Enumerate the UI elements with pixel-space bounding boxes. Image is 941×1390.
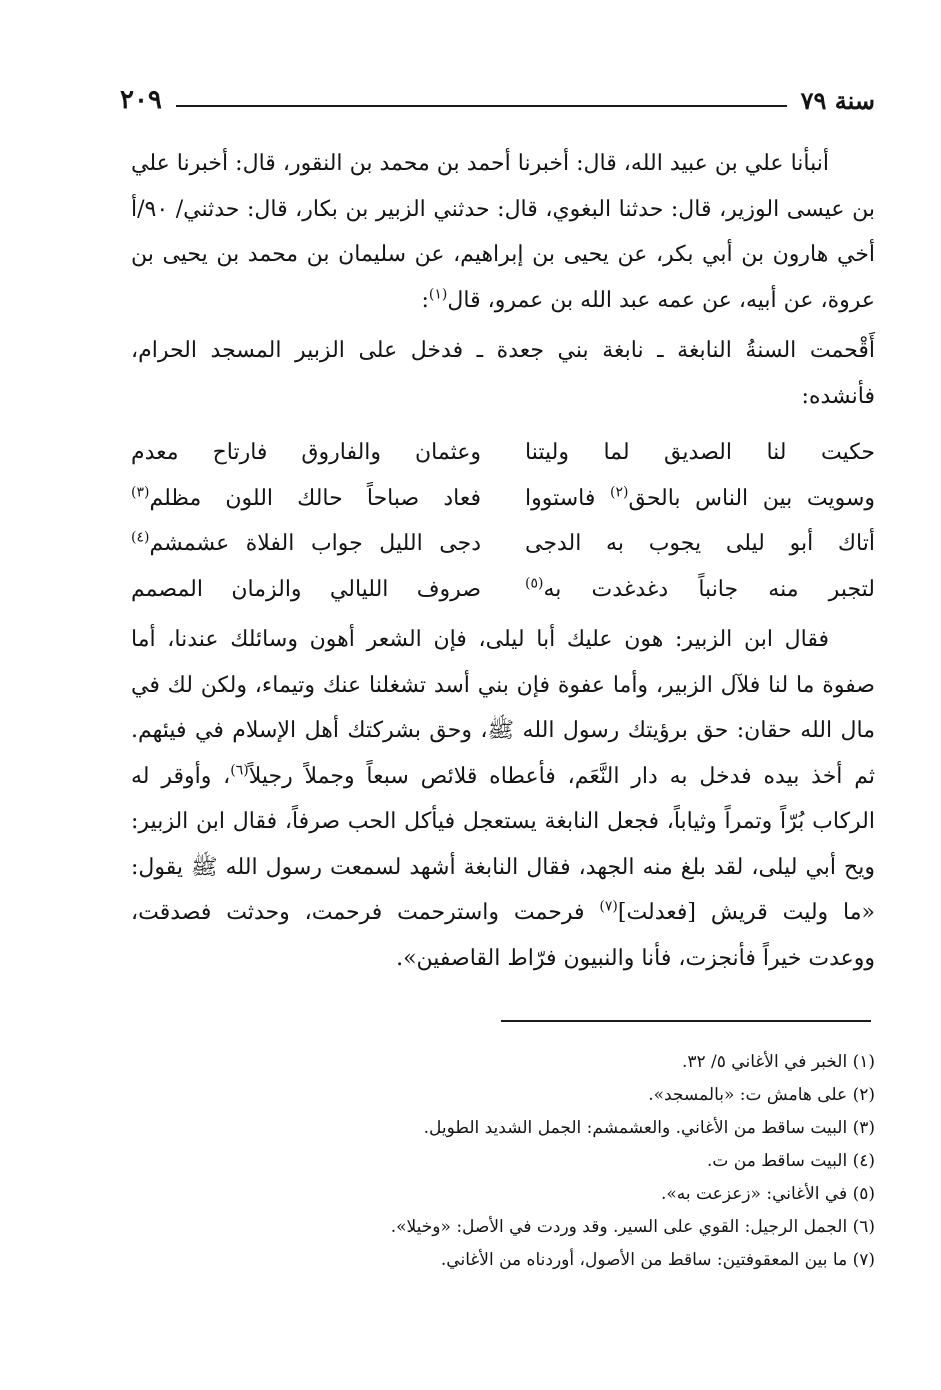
footnote: (١) الخبر في الأغاني ٥/ ٣٢. bbox=[681, 1052, 875, 1072]
verse-second-hemistich: صروف الليالي والزمان المصمم bbox=[131, 576, 481, 602]
footnotes-list bbox=[131, 1046, 875, 1277]
poem-block bbox=[131, 430, 875, 612]
footnote: (٤) البيت ساقط من ت. bbox=[706, 1151, 875, 1171]
verse-first-hemistich: حكيت لنا الصديق لما وليتنا bbox=[525, 440, 875, 466]
footnote: (٣) البيت ساقط من الأغاني. والعشمشم: الجمل الشديد الطويل. bbox=[423, 1118, 875, 1138]
footnote-ref: (٣) bbox=[131, 484, 150, 501]
footnote-ref: (١) bbox=[428, 286, 448, 303]
verse-line bbox=[131, 430, 875, 476]
footnote-ref: (٥) bbox=[525, 575, 544, 592]
footnote-ref: (٤) bbox=[131, 529, 150, 546]
footnote: (٢) على هامش ت: «بالمسجد». bbox=[648, 1085, 875, 1105]
header-rule bbox=[176, 105, 787, 107]
footnote: (٧) ما بين المعقوفتين: ساقط من الأصول، أوردناه من الأغاني. bbox=[440, 1250, 875, 1270]
verse-first-hemistich: لتجبر منه جانباً دغدغدت به$^{(٥)}$ bbox=[525, 575, 875, 602]
footnote-ref: (٢) bbox=[610, 484, 629, 501]
narrative-paragraph: فقال ابن الزبير: هون عليك أبا ليلى، فإن الشعر أهون وسائلك عندنا، أما صفوة ما لنا فلآل الزبير، وأما عفوة فإن بني أسد تشغلنا عنك وتيماء، ولكن لك في مال الله حقان: حق برؤيتك رسول الله ﷺ، وحق بشركتك أهل الإسلام في فيئهم. ثم أخذ بيده فدخل به دار النَّعَم، فأعطاه قلائص سبعاً وجملاً رجيلاً$^{(٦)}$، وأوقر له الركاب بُرّاً وتمراً وثياباً، فجعل النابغة يستعجل فيأكل الحب صرفاً، فقال ابن الزبير: ويح أبي ليلى، لقد بلغ منه الجهد، فقال النابغة أشهد لسمعت رسول الله ﷺ يقول: «ما وليت قريش [فعدلت]$^{(٧)}$ فرحمت واسترحمت فرحمت، وحدثت فصدقت، ووعدت خيراً فأنجزت، فأنا والنبيون فرّاط القاصفين». bbox=[131, 627, 875, 971]
verse-line bbox=[131, 567, 875, 613]
verse-second-hemistich: فعاد صباحاً حالك اللون مظلم$^{(٣)}$ bbox=[131, 484, 481, 511]
chapter-label: سنة ٧٩ bbox=[800, 85, 875, 115]
footnote-ref: (٦) bbox=[230, 762, 249, 779]
footnote: (٥) في الأغاني: «زعزعت به». bbox=[660, 1184, 875, 1204]
verse-line bbox=[131, 476, 875, 522]
isnad-end: : bbox=[421, 287, 429, 313]
isnad-paragraph bbox=[131, 141, 875, 323]
running-header bbox=[120, 78, 875, 122]
verse-line bbox=[131, 521, 875, 567]
page-number: ٢٠٩ bbox=[120, 85, 162, 115]
verse-second-hemistich: وعثمان والفاروق فارتاح معدم bbox=[131, 440, 481, 466]
footnote: (٦) الجمل الرجيل: القوي على السير. وقد وردت في الأصل: «وخيلا». bbox=[390, 1217, 875, 1237]
verse-first-hemistich: وسويت بين الناس بالحق$^{(٢)}$ فاستووا bbox=[525, 484, 876, 511]
verse-first-hemistich: أتاك أبو ليلى يجوب به الدجى bbox=[525, 531, 875, 557]
narrative-paragraph: أَقْحمت السنةُ النابغة ـ نابغة بني جعدة ـ فدخل على الزبير المسجد الحرام، فأنشده: bbox=[131, 338, 875, 409]
isnad-text: أنبأنا علي بن عبيد الله، قال: أخبرنا أحمد بن محمد بن النقور، قال: أخبرنا علي بن عيسى الوزير، قال: حدثنا البغوي، قال: حدثني الزبير بن بكار، قال: حدثني/ ٩٠/أ أخي هارون بن أبي بكر، عن يحيى بن إبراهيم، عن سليمان بن محمد بن يحيى بن عروة، عن أبيه، عن عمه عبد الله بن عمرو، قال bbox=[131, 151, 875, 313]
verse-second-hemistich: دجى الليل جواب الفلاة عشمشم$^{(٤)}$ bbox=[131, 529, 481, 557]
footnote-separator bbox=[501, 1020, 871, 1022]
footnote-ref: (٧) bbox=[599, 898, 618, 915]
